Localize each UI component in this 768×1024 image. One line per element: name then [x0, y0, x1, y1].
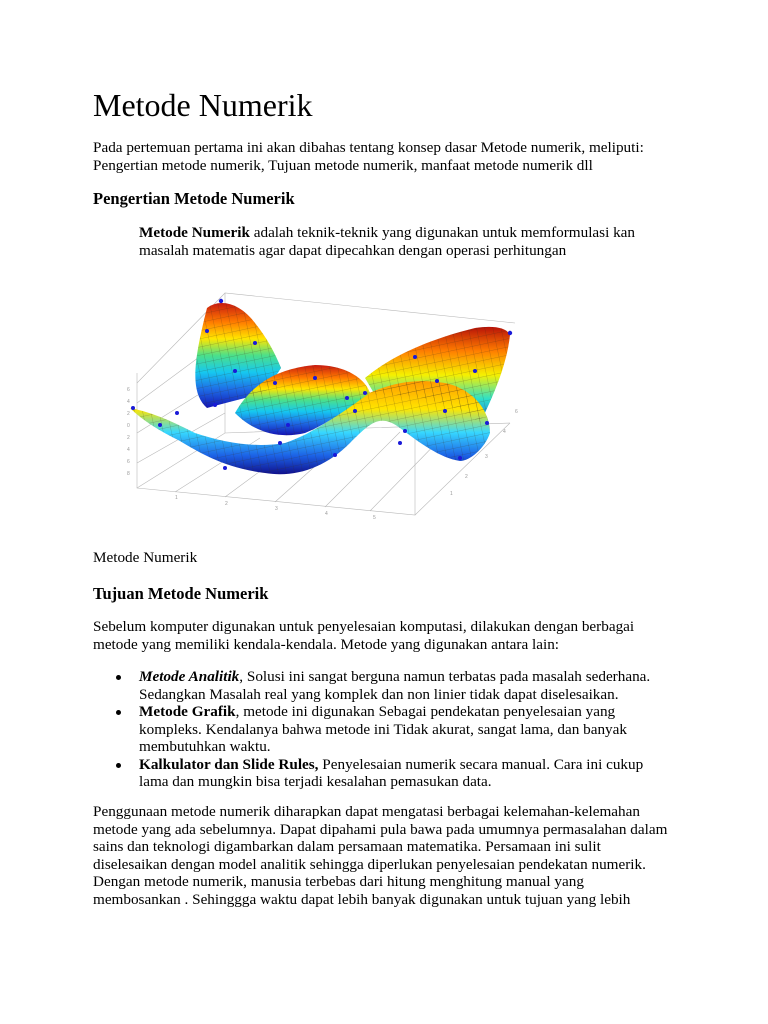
svg-text:2: 2 — [225, 501, 228, 507]
list-item — [93, 668, 668, 703]
list-item-term: Kalkulator dan Slide Rules, — [139, 755, 319, 773]
svg-text:2: 2 — [127, 411, 130, 417]
intro-paragraph: Pada pertemuan pertama ini akan dibahas tentang konsep dasar Metode numerik, meliputi: Pengertian metode numerik, Tujuan metode numerik, manfaat metode numerik dll — [93, 139, 644, 174]
page-title: Metode Numerik — [93, 87, 313, 123]
list-item — [93, 756, 668, 791]
svg-text:8: 8 — [127, 471, 130, 477]
definition-paragraph — [93, 224, 659, 259]
definition-text: adalah teknik-teknik yang digunakan untuk memformulasi kan masalah matematis agar dapat dipecahkan dengan operasi perhitungan — [139, 224, 636, 259]
svg-text:1: 1 — [175, 495, 178, 501]
svg-text:2: 2 — [465, 474, 468, 480]
svg-text:3: 3 — [275, 506, 278, 512]
svg-text:0: 0 — [127, 423, 130, 429]
svg-text:3: 3 — [485, 454, 488, 460]
closing-paragraph: Penggunaan metode numerik diharapkan dapat mengatasi berbagai kelemahan-kelemahan metode yang ada sebelumnya. Dapat dipahami pula bawa pada umumnya permasalahan dalam sains dan teknologi digambarkan dalam persamaan matematika. Persamaan ini sulit diselesaikan dengan model analitik sehingga diperlukan penyelesaian pendekatan numerik. Dengan metode numerik, manusia terbebas dari hitung menghitung manual yang membosankan . Sehinggga waktu dapat lebih banyak digunakan untuk tujuan yang lebih — [93, 803, 668, 908]
bullet-icon — [116, 675, 121, 680]
list-item-text: Penyelesaian numerik secara manual. Cara ini cukup lama dan mungkin bisa terjadi kesalahan pemasukan data. — [139, 755, 644, 790]
svg-text:4: 4 — [127, 447, 130, 453]
figure-caption: Metode Numerik — [93, 549, 198, 566]
definition-term: Metode Numerik — [139, 224, 250, 241]
methods-list — [93, 668, 668, 791]
surface-plot-figure — [115, 283, 530, 523]
bullet-icon — [116, 710, 121, 715]
svg-text:2: 2 — [127, 435, 130, 441]
list-item-term: Metode Analitik — [139, 668, 240, 685]
svg-text:6: 6 — [127, 459, 130, 465]
list-item-text: , metode ini digunakan Sebagai pendekatan penyelesaian yang kompleks. Kendalanya bahwa metode ini Tidak akurat, sangat lama, dan banyak membutuhkan waktu. — [139, 703, 627, 755]
section-heading-pengertian: Pengertian Metode Numerik — [93, 189, 295, 208]
svg-text:1: 1 — [450, 491, 453, 497]
section-heading-tujuan: Tujuan Metode Numerik — [93, 584, 269, 603]
svg-text:4: 4 — [503, 429, 506, 435]
list-item — [93, 703, 668, 756]
tujuan-intro-paragraph: Sebelum komputer digunakan untuk penyelesaian komputasi, dilakukan dengan berbagai metode yang memiliki kendala-kendala. Metode yang digunakan antara lain: — [93, 618, 635, 653]
svg-text:6: 6 — [515, 409, 518, 415]
bullet-icon — [116, 763, 121, 768]
svg-text:4: 4 — [127, 399, 130, 405]
svg-text:5: 5 — [373, 515, 376, 521]
list-item-term: Metode Grafik — [139, 703, 236, 720]
list-item-text: , Solusi ini sangat berguna namun terbatas pada masalah sederhana. Sedangkan Masalah real yang komplek dan non linier tidak dapat diselesaikan. — [139, 668, 651, 703]
svg-text:6: 6 — [127, 387, 130, 393]
svg-text:4: 4 — [325, 511, 328, 517]
